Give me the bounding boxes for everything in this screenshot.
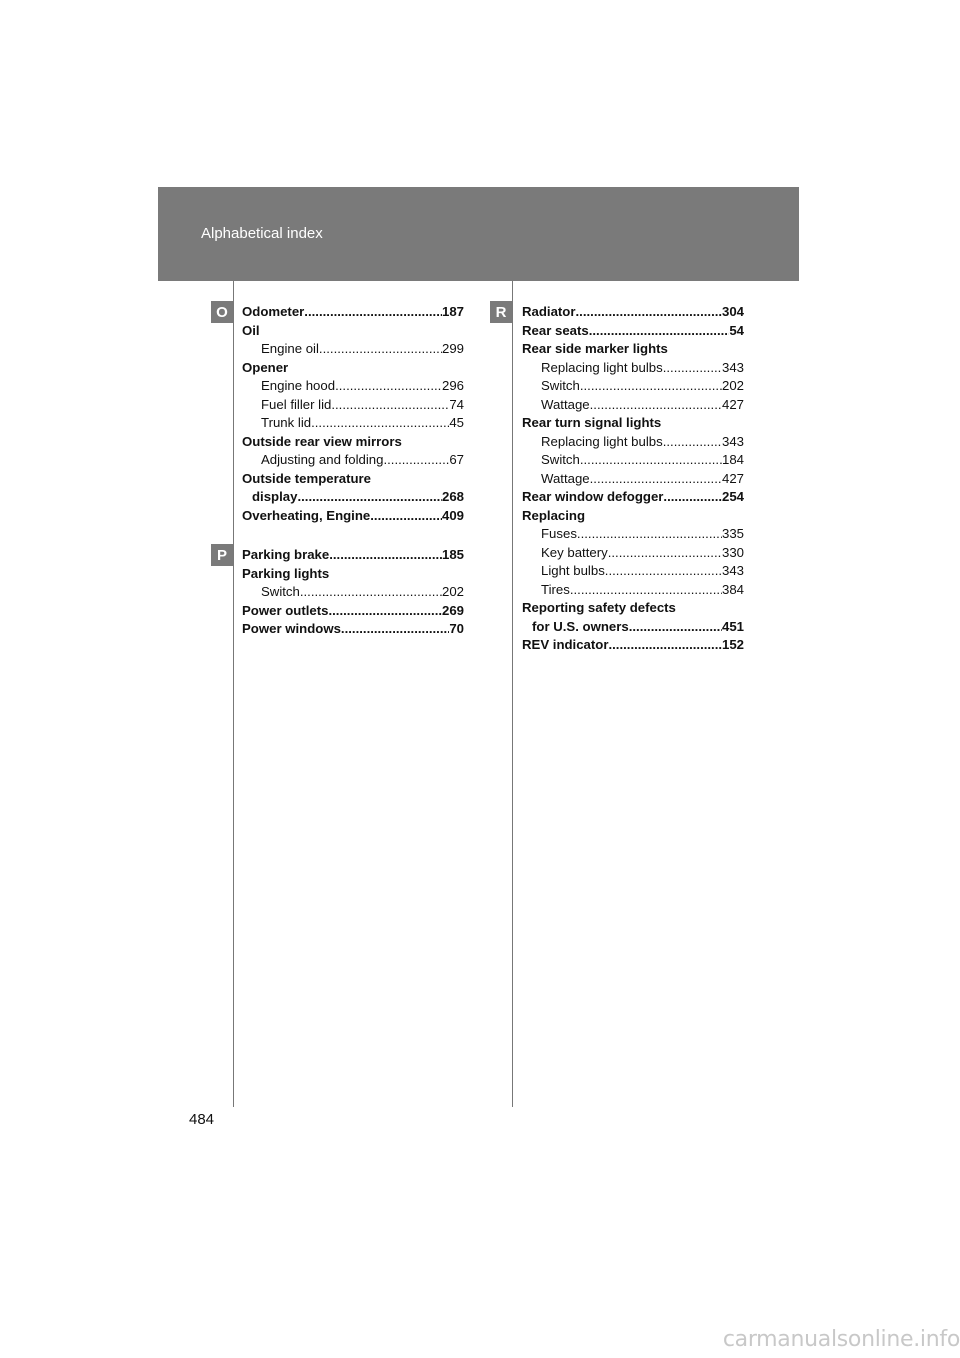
index-subentry: Switch ..... 202 bbox=[522, 377, 744, 396]
index-column-left-p bbox=[242, 546, 464, 639]
index-entry: Outside rear view mirrors bbox=[242, 433, 402, 449]
page-number: 484 bbox=[189, 1111, 215, 1128]
index-entry-continuation: for U.S. owners ..... 451 bbox=[522, 618, 744, 637]
index-entry: REV indicator ..... 152 bbox=[522, 636, 744, 655]
index-entry: Opener bbox=[242, 359, 289, 375]
index-entry: Overheating, Engine ..... 409 bbox=[242, 507, 464, 526]
section-letter-p: P bbox=[211, 544, 233, 566]
index-subentry: Trunk lid ..... 45 bbox=[242, 414, 464, 433]
index-subentry: Switch ..... 202 bbox=[242, 583, 464, 602]
index-entry: Parking brake ..... 185 bbox=[242, 546, 464, 565]
index-entry: Power outlets ..... 269 bbox=[242, 602, 464, 621]
index-subentry: Engine hood ..... 296 bbox=[242, 377, 464, 396]
column-divider-right bbox=[512, 281, 513, 1107]
index-entry: Odometer ..... 187 bbox=[242, 303, 464, 322]
section-letter-o: O bbox=[211, 301, 233, 323]
index-entry: Replacing bbox=[522, 507, 586, 523]
index-subentry: Fuel filler lid ..... 74 bbox=[242, 396, 464, 415]
index-entry: Rear window defogger ..... 254 bbox=[522, 488, 744, 507]
index-subentry: Switch ..... 184 bbox=[522, 451, 744, 470]
index-entry: Radiator ..... 304 bbox=[522, 303, 744, 322]
column-divider-left bbox=[233, 281, 234, 1107]
index-subentry: Adjusting and folding ..... 67 bbox=[242, 451, 464, 470]
index-subentry: Wattage ..... 427 bbox=[522, 396, 744, 415]
index-entry: Rear turn signal lights bbox=[522, 415, 662, 430]
index-entry: Parking lights bbox=[242, 565, 330, 581]
index-subentry: Key battery ..... 330 bbox=[522, 544, 744, 563]
index-entry: Outside temperature bbox=[242, 470, 371, 486]
index-subentry: Wattage ..... 427 bbox=[522, 470, 744, 489]
index-entry: Oil bbox=[242, 322, 260, 338]
index-column-right bbox=[522, 303, 744, 655]
header-title: Alphabetical index bbox=[201, 225, 323, 242]
index-entry: Reporting safety defects bbox=[522, 600, 676, 615]
watermark: carmanualsonline.info bbox=[722, 1327, 960, 1352]
index-subentry: Light bulbs ..... 343 bbox=[522, 562, 744, 581]
index-subentry: Fuses ..... 335 bbox=[522, 525, 744, 544]
index-column-left bbox=[242, 303, 464, 525]
index-subentry: Tires ..... 384 bbox=[522, 581, 744, 600]
index-entry: Rear side marker lights bbox=[522, 341, 668, 356]
index-subentry: Replacing light bulbs ..... 343 bbox=[522, 433, 744, 452]
index-entry-continuation: display ..... 268 bbox=[242, 488, 464, 507]
index-entry: Power windows ..... 70 bbox=[242, 620, 464, 639]
page-header bbox=[158, 187, 799, 281]
section-letter-r: R bbox=[490, 301, 512, 323]
index-entry: Rear seats ..... 54 bbox=[522, 322, 744, 341]
index-subentry: Engine oil ..... 299 bbox=[242, 340, 464, 359]
index-subentry: Replacing light bulbs ..... 343 bbox=[522, 359, 744, 378]
